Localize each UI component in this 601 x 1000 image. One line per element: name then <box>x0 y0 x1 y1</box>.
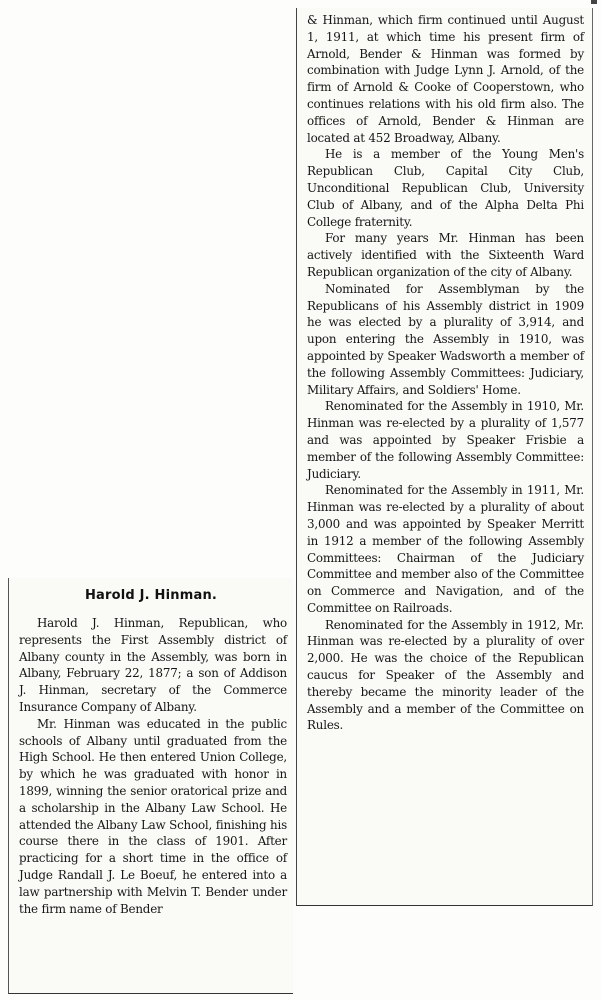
left-column-text <box>9 609 293 917</box>
paragraph-clubs: He is a member of the Young Men's Republican Club, Capital City Club, Unconditional Republican Club, University Club of Albany, and of the Alpha Delta Phi College fraternity. <box>307 147 584 229</box>
paragraph-1909-election: Nominated for Assemblyman by the Republicans of his Assembly district in 1909 he was elected by a plurality of 3,914, and upon entering the Assembly in 1910, was appointed by Speaker Wadsworth a member of the following Assembly Committees: Judiciary, Military Affairs, and Soldiers' Home. <box>307 281 584 397</box>
paragraph-1910-election: Renominated for the Assembly in 1910, Mr. Hinman was re-elected by a plurality of 1,577 and was appointed by Speaker Frisbie a member of the following Assembly Committee: Judiciary. <box>307 399 584 481</box>
article-title: Harold J. Hinman. <box>84 588 218 603</box>
paragraph-intro: Harold J. Hinman, Republican, who represents the First Assembly district of Albany county in the Assembly, was born in Albany, February 22, 1877; a son of Addison J. Hinman, secretary of the Commerce Insurance Company of Albany. <box>19 616 287 714</box>
scan-corner-mark <box>591 0 597 4</box>
paragraph-firm-continuation: & Hinman, which firm continued until August 1, 1911, at which time his present firm of Arnold, Bender & Hinman was formed by combination with Judge Lynn J. Arnold, of the firm of Arnold & Cooke of Cooperstown, who continues relations with his old firm also. The offices of Arnold, Bender & Hinman are located at 452 Broadway, Albany. <box>307 13 584 145</box>
right-column-text <box>297 8 592 734</box>
paragraph-1911-election: Renominated for the Assembly in 1911, Mr. Hinman was re-elected by a plurality of about 3,000 and was appointed by Speaker Merritt in 1912 a member of the following Assembly Committees: Chairman of the Judiciary Committee and member also of the Committee on Commerce and Navigation, and of the Committee on Railroads. <box>307 483 584 615</box>
paragraph-education: Mr. Hinman was educated in the public schools of Albany until graduated from the High School. He then entered Union College, by which he was graduated with honor in 1899, winning the senior oratorical prize and a scholarship in the Albany Law School. He attended the Albany Law School, finishing his course there in the class of 1901. After practicing for a short time in the office of Judge Randall J. Le Boeuf, he entered into a law partnership with Melvin T. Bender under the firm name of Bender <box>19 716 287 916</box>
paragraph-ward: For many years Mr. Hinman has been actively identified with the Sixteenth Ward Republican organization of the city of Albany. <box>307 231 584 279</box>
clipping-right-column <box>296 8 593 906</box>
paragraph-1912-election: Renominated for the Assembly in 1912, Mr. Hinman was re-elected by a plurality of over 2,000. He was the choice of the Republican caucus for Speaker of the Assembly and thereby became the minority leader of the Assembly and a member of the Committee on Rules. <box>307 617 584 733</box>
clipping-left-column <box>8 578 293 994</box>
